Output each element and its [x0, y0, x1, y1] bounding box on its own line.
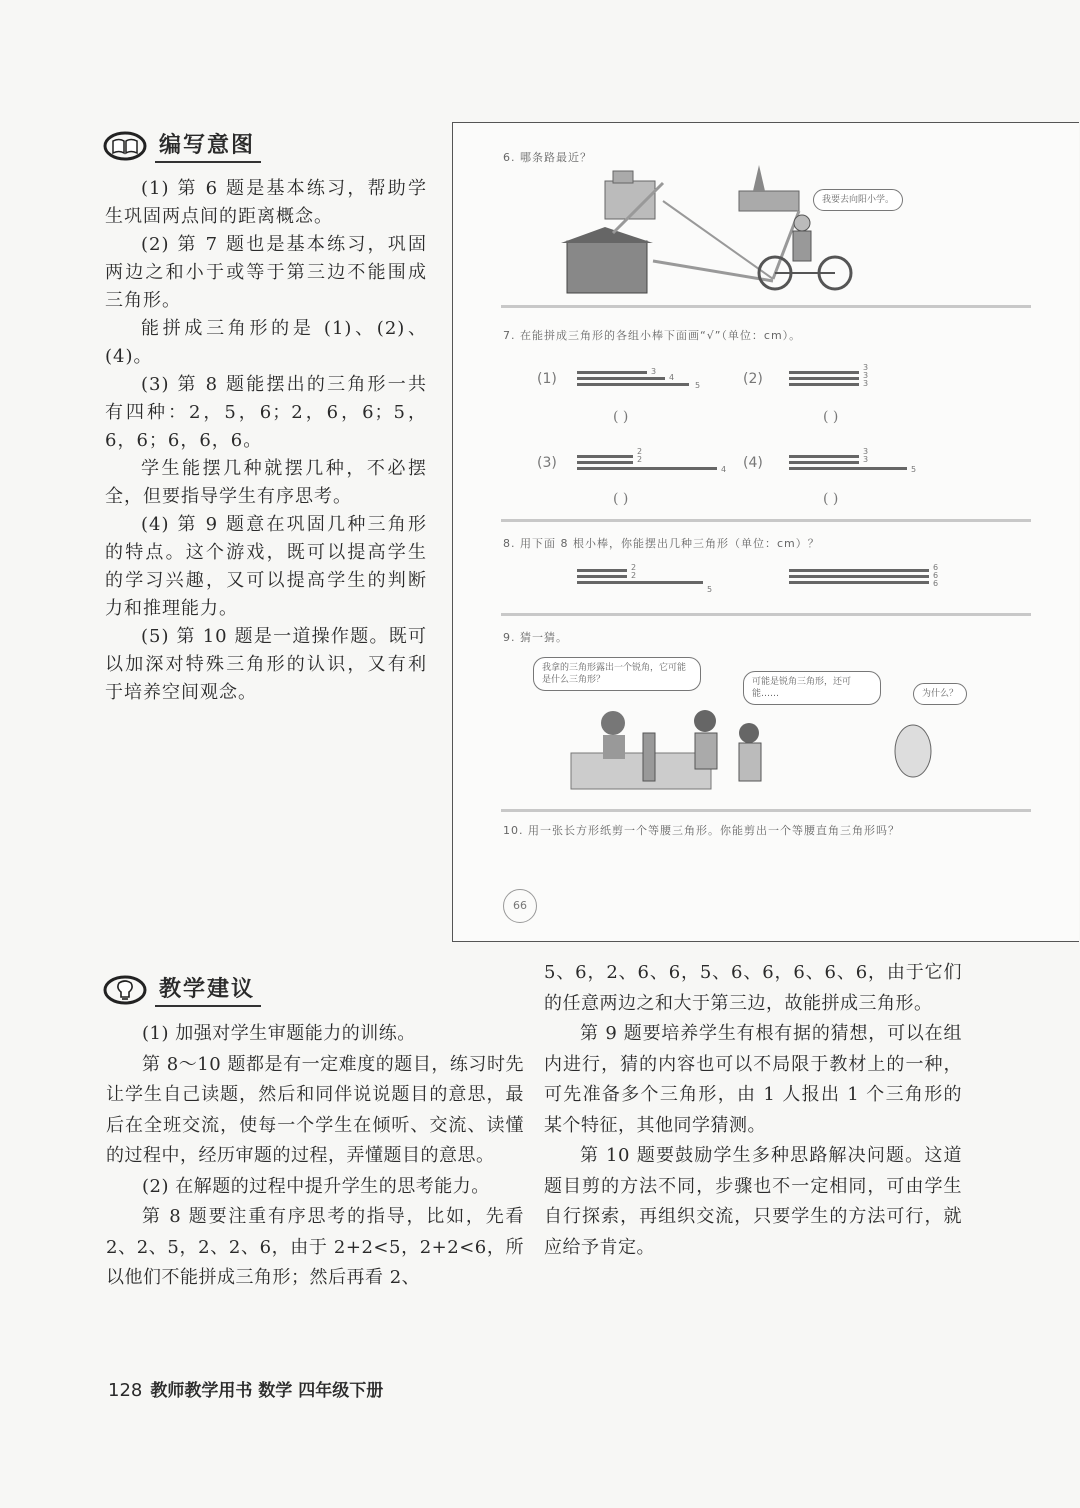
q7-item-label: (1): [537, 371, 557, 387]
advice-paragraph: 第 8～10 题都是有一定难度的题目，练习时先让学生自己读题，然后和同伴说说题目的意思，最后在全班交流，使每一个学生在倾听、交流、读懂的过程中，经历审题的过程，弄懂题目的意思。: [106, 1053, 524, 1166]
q9-text: 9. 猜一猜。: [503, 631, 568, 644]
answer-blank: ( ): [613, 409, 629, 425]
intent-paragraph: (4) 第 9 题意在巩固几种三角形的特点。这个游戏，既可以提高学生的学习兴趣，又可以提高学生的判断力和推理能力。: [105, 514, 427, 619]
intent-heading-label: 编写意图: [155, 128, 261, 163]
stick-length: 2: [631, 571, 637, 580]
q8-sticks-right: [789, 569, 929, 587]
stick-length: 3: [863, 455, 869, 464]
book-title: 教师教学用书 数学 四年级下册: [150, 1381, 384, 1401]
advice-heading: [103, 972, 261, 1007]
intent-text: [105, 175, 427, 707]
stick-length: 5: [911, 465, 917, 474]
q7-sticks: [789, 371, 859, 389]
q6-illustration: [553, 161, 993, 301]
stick-length: 3: [863, 363, 869, 372]
intent-heading: [103, 128, 261, 163]
page-number: 128: [108, 1380, 143, 1401]
q7-item-label: (3): [537, 455, 557, 471]
q7-item-label: (4): [743, 455, 763, 471]
advice-paragraph: 第 9 题要培养学生有根有据的猜想，可以在组内进行，猜的内容也可以不局限于教材上的一种，可先准备多个三角形，由 1 人报出 1 个三角形的某个特征，其他同学猜测。: [544, 1023, 962, 1136]
intent-paragraph: 能拼成三角形的是 (1)、(2)、(4)。: [105, 318, 427, 367]
answer-blank: ( ): [823, 409, 839, 425]
q7-text: 7. 在能拼成三角形的各组小棒下面画“√”（单位：cm）。: [503, 329, 802, 342]
stick-length: 3: [651, 367, 657, 376]
separator: [501, 613, 1031, 616]
stick-length: 5: [695, 381, 701, 390]
separator: [501, 809, 1031, 812]
q9-speech-bubble: 为什么？: [913, 683, 967, 705]
stick-length: 4: [669, 373, 675, 382]
q7-sticks: [577, 455, 717, 473]
textbook-page-image: [452, 122, 1079, 942]
advice-paragraph: (1) 加强对学生审题能力的训练。: [142, 1023, 416, 1044]
separator: [501, 305, 1031, 308]
open-book-icon: [103, 131, 147, 161]
intent-paragraph: (2) 第 7 题也是基本练习，巩固两边之和小于或等于第三边不能围成三角形。: [105, 234, 427, 311]
stick-length: 6: [933, 563, 939, 572]
advice-paragraph: (2) 在解题的过程中提升学生的思考能力。: [142, 1175, 490, 1197]
stick-length: 6: [933, 571, 939, 580]
intent-paragraph: (5) 第 10 题是一道操作题。既可以加深对特殊三角形的认识，又有利于培养空间观念。: [105, 626, 427, 703]
stick-length: 2: [637, 447, 643, 456]
answer-blank: ( ): [823, 491, 839, 507]
q6-text: 6. 哪条路最近？: [503, 151, 592, 164]
intent-paragraph: (3) 第 8 题能摆出的三角形一共有四种：2，5，6；2，6，6；5，6，6；6，6，6。: [105, 374, 427, 451]
page-footer: [108, 1376, 383, 1401]
q9-speech-bubble: 可能是锐角三角形，还可能……: [743, 671, 881, 705]
intent-paragraph: (1) 第 6 题是基本练习，帮助学生巩固两点间的距离概念。: [105, 178, 427, 227]
stick-length: 2: [637, 455, 643, 464]
advice-paragraph: 第 10 题要鼓励学生多种思路解决问题。这道题目剪的方法不同，步骤也不一定相同，可由学生自行探索，再组织交流，只要学生的方法可行，就应给予肯定。: [544, 1145, 962, 1258]
separator: [501, 519, 1031, 522]
answer-blank: ( ): [613, 491, 629, 507]
stick-length: 5: [707, 585, 713, 594]
q8-sticks-left: [577, 569, 703, 587]
advice-left-column: [106, 1019, 524, 1294]
stick-length: 4: [721, 465, 727, 474]
stick-length: 3: [863, 379, 869, 388]
q8-text: 8. 用下面 8 根小棒，你能摆出几种三角形（单位：cm）？: [503, 537, 820, 550]
textbook-page-number: 66: [503, 889, 537, 923]
q7-item-label: (2): [743, 371, 763, 387]
stick-length: 6: [933, 579, 939, 588]
lightbulb-icon: [103, 975, 147, 1005]
q7-sticks: [789, 455, 907, 473]
advice-right-column: [544, 958, 962, 1263]
stick-length: 3: [863, 447, 869, 456]
stick-length: 2: [631, 563, 637, 572]
stick-length: 3: [863, 371, 869, 380]
q9-illustration: [563, 693, 993, 793]
advice-heading-label: 教学建议: [155, 972, 261, 1007]
advice-paragraph: 第 8 题要注重有序思考的指导，比如，先看 2、2、5，2、2、6，由于 2+2<5，2+2<6，所以他们不能拼成三角形；然后再看 2、: [106, 1206, 524, 1288]
q9-speech-bubble: 我拿的三角形露出一个锐角，它可能是什么三角形？: [533, 657, 701, 691]
advice-paragraph: 5、6，2、6、6，5、6、6，6、6、6，由于它们的任意两边之和大于第三边，故能拼成三角形。: [544, 962, 962, 1014]
q10-text: 10. 用一张长方形纸剪一个等腰三角形。你能剪出一个等腰直角三角形吗？: [503, 824, 900, 837]
intent-paragraph: 学生能摆几种就摆几种，不必摆全，但要指导学生有序思考。: [105, 458, 427, 507]
q6-speech-bubble: 我要去向阳小学。: [813, 189, 903, 211]
